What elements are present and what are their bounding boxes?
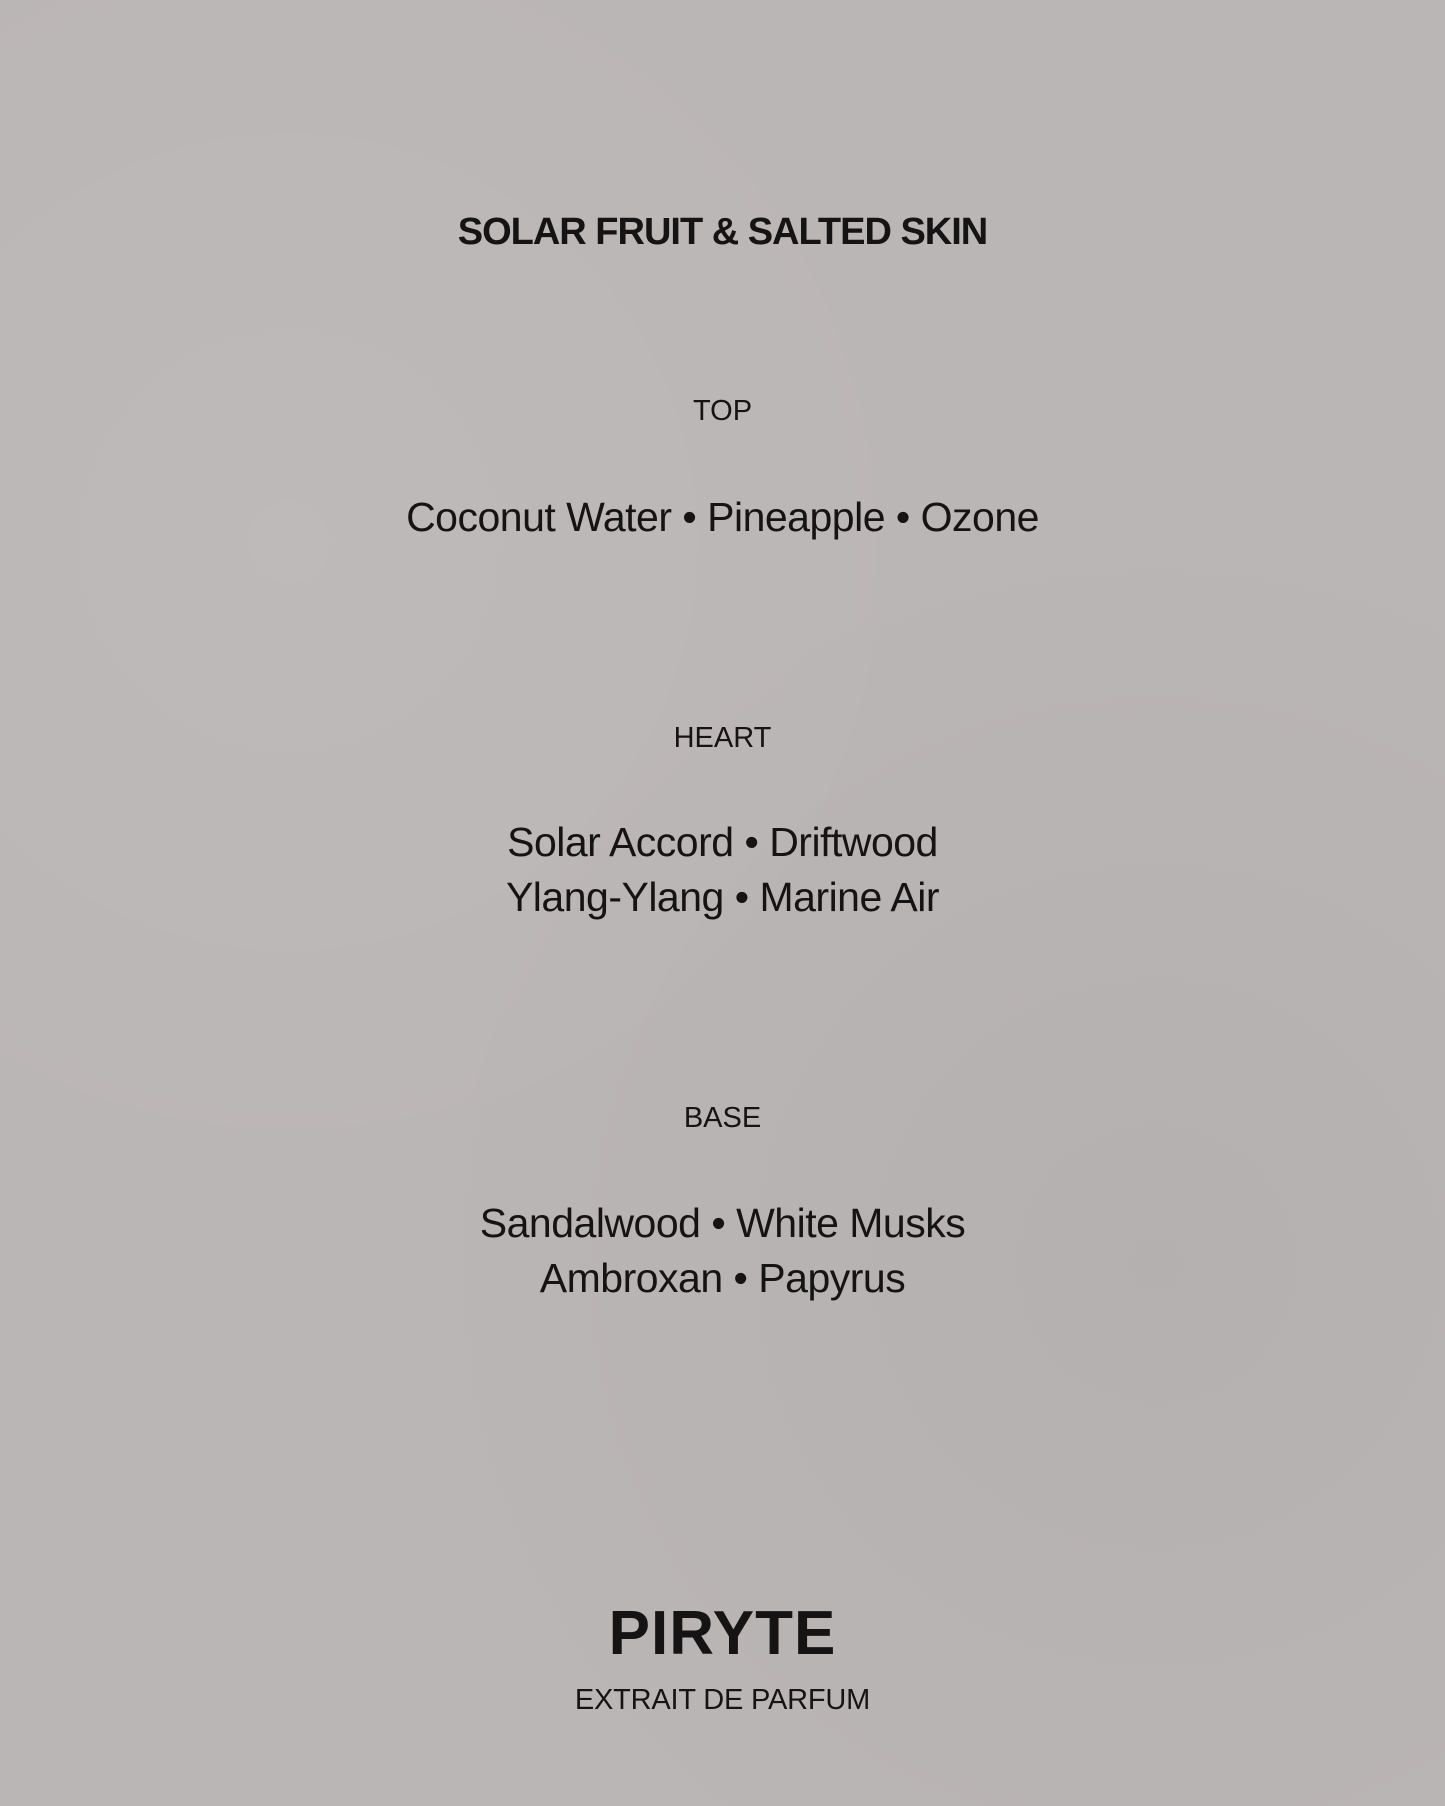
top-notes-line: Coconut Water • Pineapple • Ozone bbox=[406, 494, 1039, 540]
base-notes-label: BASE bbox=[683, 1102, 762, 1134]
base-notes-line-1: Sandalwood • White Musks bbox=[479, 1200, 966, 1246]
heart-notes-label: HEART bbox=[673, 722, 772, 754]
product-type: EXTRAIT DE PARFUM bbox=[574, 1684, 871, 1716]
top-notes-list bbox=[0, 490, 1445, 545]
base-notes-list bbox=[0, 1196, 1445, 1306]
heart-notes-line-1: Solar Accord • Driftwood bbox=[507, 819, 938, 865]
heart-notes-line-2: Ylang-Ylang • Marine Air bbox=[505, 874, 940, 920]
top-notes-label: TOP bbox=[692, 395, 753, 427]
base-notes-line-2: Ambroxan • Papyrus bbox=[539, 1255, 906, 1301]
brand-wordmark: PIRYTE bbox=[608, 1599, 837, 1668]
fragrance-title: SOLAR FRUIT & SALTED SKIN bbox=[457, 211, 988, 254]
heart-notes-list bbox=[0, 815, 1445, 925]
